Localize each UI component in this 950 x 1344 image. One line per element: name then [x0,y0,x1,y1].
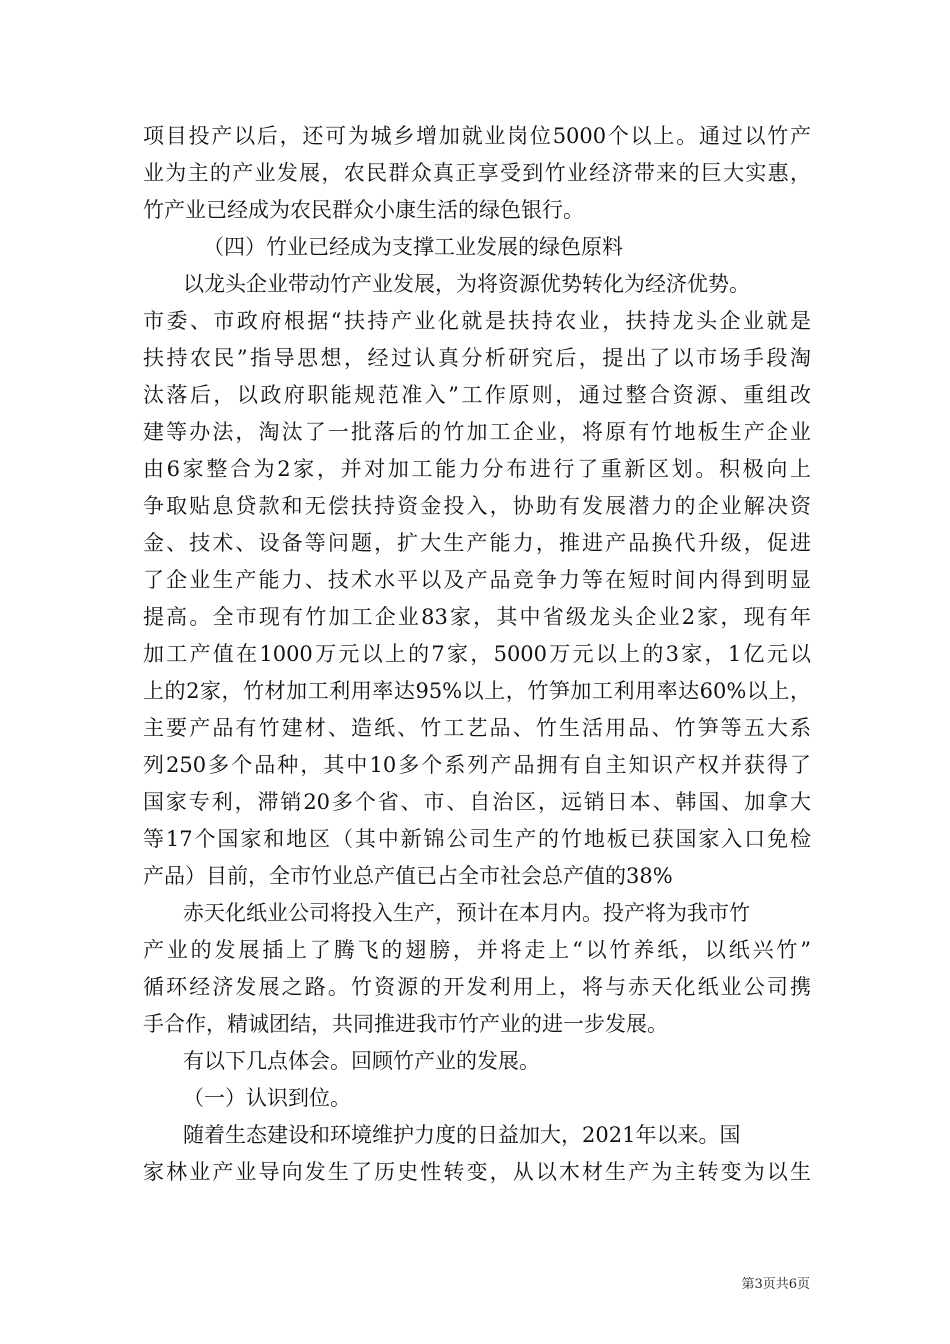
text-line: 产品）目前，全市竹业总产值已占全市社会总产值的38% [143,864,673,888]
text-line: 列250多个品种，其中10多个系列产品拥有自主知识产权并获得了 [143,753,811,777]
text-line: 市委、市政府根据“扶持产业化就是扶持农业，扶持龙头企业就是 [143,309,811,333]
body-text [143,118,811,1191]
text-line: 提高。全市现有竹加工企业83家，其中省级龙头企业2家，现有年 [143,605,811,629]
section-heading: （一）认识到位。 [183,1086,351,1110]
text-line: 争取贴息贷款和无偿扶持资金投入，协助有发展潜力的企业解决资 [143,494,811,518]
text-line: 建等办法，淘汰了一批落后的竹加工企业，将原有竹地板生产企业 [143,420,811,444]
text-line: 主要产品有竹建材、造纸、竹工艺品、竹生活用品、竹笋等五大系 [143,716,811,740]
text-line: 产业的发展插上了腾飞的翅膀，并将走上“以竹养纸，以纸兴竹” [143,938,811,962]
text-line: 汰落后，以政府职能规范准入”工作原则，通过整合资源、重组改 [143,383,811,407]
text-line: 上的2家，竹材加工利用率达95%以上，竹笋加工利用率达60%以上， [143,679,811,703]
text-line: 项目投产以后，还可为城乡增加就业岗位5000个以上。通过以竹产 [143,124,811,148]
text-line: 手合作，精诚团结，共同推进我市竹产业的进一步发展。 [143,1012,668,1036]
text-line: 金、技术、设备等问题，扩大生产能力，推进产品换代升级，促进 [143,531,811,555]
text-line: 赤天化纸业公司将投入生产，预计在本月内。投产将为我市竹 [183,901,750,925]
text-line: 扶持农民”指导思想，经过认真分析研究后，提出了以市场手段淘 [143,346,811,370]
text-line: 循环经济发展之路。竹资源的开发利用上，将与赤天化纸业公司携 [143,975,811,999]
text-line: 加工产值在1000万元以上的7家，5000万元以上的3家，1亿元以 [143,642,811,666]
text-line: 国家专利，滞销20多个省、市、自治区，远销日本、韩国、加拿大 [143,790,811,814]
text-line: 业为主的产业发展，农民群众真正享受到竹业经济带来的巨大实惠， [143,161,811,185]
text-line: 有以下几点体会。回顾竹产业的发展。 [183,1049,540,1073]
text-line: 随着生态建设和环境维护力度的日益加大，2021年以来。国 [183,1123,741,1147]
text-line: 竹产业已经成为农民群众小康生活的绿色银行。 [143,198,584,222]
text-line: 由6家整合为2家，并对加工能力分布进行了重新区划。积极向上 [143,457,811,481]
text-line: 等17个国家和地区（其中新锦公司生产的竹地板已获国家入口免检 [143,827,811,851]
text-line: 以龙头企业带动竹产业发展，为将资源优势转化为经济优势。 [183,272,750,296]
text-line: 家林业产业导向发生了历史性转变，从以木材生产为主转变为以生 [143,1160,811,1184]
section-heading: （四）竹业已经成为支撑工业发展的绿色原料 [203,235,623,259]
text-line: 了企业生产能力、技术水平以及产品竞争力等在短时间内得到明显 [143,568,811,592]
page-number: 第3页共6页 [741,1277,810,1292]
